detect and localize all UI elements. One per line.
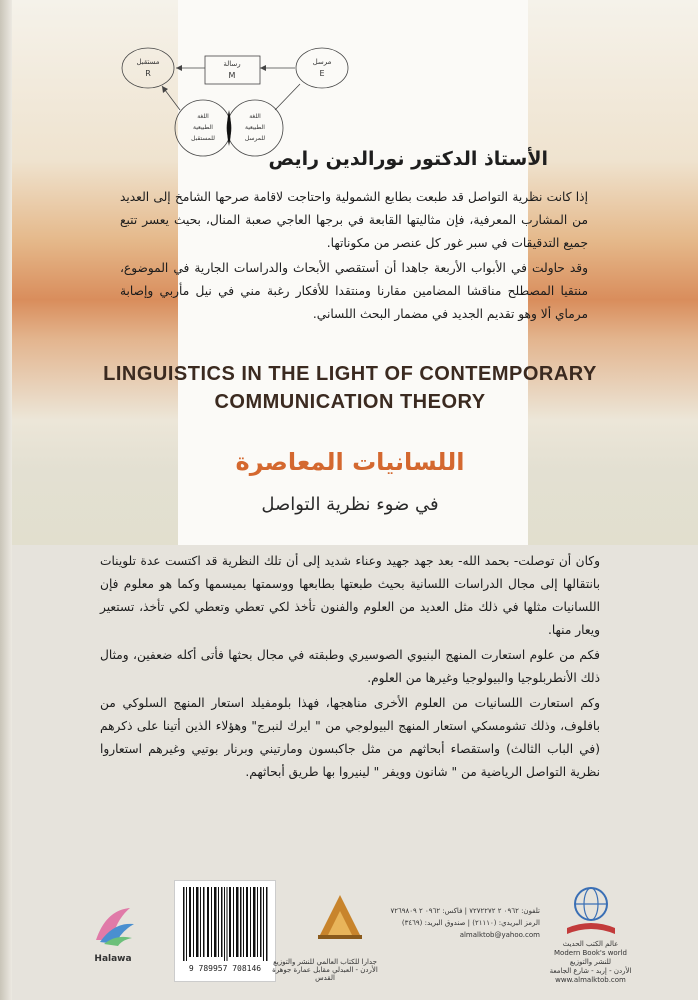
mb-line-3: للنشر والتوزيع <box>569 958 612 966</box>
mb-line-1: عالم الكتب الحديث <box>562 940 619 948</box>
top-paragraph-1: إذا كانت نظرية التواصل قد طبعت بطابع الشمولية واحتاجت لاقامة صرحها الشامخ إلى العديد من المشارب المعرفية، فإن مثاليتها القابعة في برجها العاجي صعبة المنال، بحيث يعسر تتبع جميع التدقيقات في سبر غور كل عنصر من مكوناتها. <box>120 190 588 250</box>
globe-book-icon <box>561 880 621 938</box>
mb-line-4: الأردن - إربد - شارع الجامعة <box>549 967 632 975</box>
arrowhead-receiver <box>176 65 182 71</box>
arabic-subtitle: في ضوء نظرية التواصل <box>261 494 439 515</box>
contact-phone: تلفون: ٠٩٦٢ ٢ ٧٢٧٢٢٧٢ | فاكس: ٠٩٦٢ ٢ ٧٢٦٩٨٠٩ <box>390 907 540 915</box>
jadara-logo-mark <box>310 885 370 945</box>
receiver-lang-line-1: اللغة <box>197 113 209 120</box>
sender-lang-line-3: للمرسل <box>244 135 266 142</box>
publisher-name-block <box>270 958 380 982</box>
publisher-address: الأردن - العبدلي مقابل عمارة جوهرة القدس <box>272 966 378 982</box>
contact-email: almalktob@yahoo.com <box>459 931 540 939</box>
top-description <box>120 186 588 328</box>
message-code: M <box>228 71 236 80</box>
halawa-logo <box>86 900 140 970</box>
message-label: رسالة <box>223 60 241 68</box>
bottom-paragraph-1: وكان أن توصلت- بحمد الله- بعد جهد جهيد وعناء شديد إلى أن تلك النظرية قد اكتست عدة تلوينات بانتقالها إلى مجال الدراسات اللسانية بحيث طبعتها بطابعها ووسمتها بميسمها وكما هو معلوم فإن اللسانيات مثلها في ذلك مثل العديد من العلوم والفنون تأخذ لكي تعطي وتعطي لكي تأخذ، تستعير ويعار منها. <box>100 554 600 637</box>
sender-lang-line-1: اللغة <box>249 113 261 120</box>
contact-info <box>390 905 540 941</box>
sender-code: E <box>319 69 325 78</box>
arrowhead-message <box>260 65 266 71</box>
sender-circle <box>296 48 348 88</box>
halawa-logo-mark <box>86 900 140 950</box>
english-title <box>100 360 600 416</box>
mb-line-5: www.almalktob.com <box>555 976 626 984</box>
arabic-title: اللسانيات المعاصرة <box>235 448 465 476</box>
publisher-name: جدارا للكتاب العالمي للنشر والتوزيع <box>273 958 377 966</box>
arrow-sender-down <box>275 84 300 110</box>
receiver-label: مستقبل <box>136 58 160 66</box>
mb-line-2: Modern Book's world <box>554 949 627 957</box>
sender-label: مرسل <box>312 58 332 66</box>
receiver-code: R <box>145 69 151 78</box>
top-paragraph-2: وقد حاولت في الأبواب الأربعة جاهدا أن أستقصي الأبحاث والدراسات الجارية في الموضوع، منتقيا المصطلح مناقشا المضامين مقارنا ومنتقدا للأفكار رغبة مني في نيل مأربي وإصابة مرماي ألا وهو تقديم الجديد في مضمار البحث اللساني. <box>120 261 588 321</box>
sender-lang-line-2: الطبيعية <box>245 124 265 131</box>
isbn-number: 9 789957 708146 <box>188 964 262 973</box>
isbn-barcode <box>174 880 276 982</box>
halawa-text: Halawa <box>94 954 132 964</box>
receiver-lang-line-2: الطبيعية <box>193 124 213 131</box>
receiver-circle <box>122 48 174 88</box>
english-title-line-1: LINGUISTICS IN THE LIGHT OF CONTEMPORARY <box>103 363 597 385</box>
modern-books-text <box>548 940 633 985</box>
book-spine-edge <box>0 0 12 1000</box>
bottom-paragraph-3: وكم استعارت اللسانيات من العلوم الأخرى مناهجها، فهذا بلومفيلد استعار المنهج السلوكي من بافلوف، وذلك تشومسكي استعار المنهج البيولوجي من " ايرك لنبرج" وهؤلاء الذين أتينا على ذكرهم (في الباب الثالث) واستقصاء أبحاثهم من مثل جاكبسون ومارتيني وبرنار بوتيي وغيرهم استعاروا نظرية التواصل الرياضية من " شانون وويفر " لينيروا بها طريق أبحاثهم. <box>100 696 600 779</box>
author-name: الأستاذ الدكتور نورالدين رايص <box>268 148 548 170</box>
contact-postal: الرمز البريدي: (٢١١١٠) | صندوق البريد: (٣٤٦٩) <box>401 919 540 927</box>
english-title-line-2: COMMUNICATION THEORY <box>214 391 486 413</box>
receiver-lang-line-3: للمستقبل <box>191 135 215 142</box>
communication-diagram <box>100 40 360 160</box>
barcode-bars <box>181 887 269 961</box>
arrowhead-receiver-up <box>162 86 168 93</box>
bottom-paragraph-2: فكم من علوم استعارت المنهج البنيوي الصوسيري وطبقته في مجال بحثها فأتى أكله ضعفين، ومثال ذلك الأنطربلوجيا والبيولوجيا وغيرها من العلوم. <box>100 648 600 685</box>
bottom-description <box>100 550 600 786</box>
